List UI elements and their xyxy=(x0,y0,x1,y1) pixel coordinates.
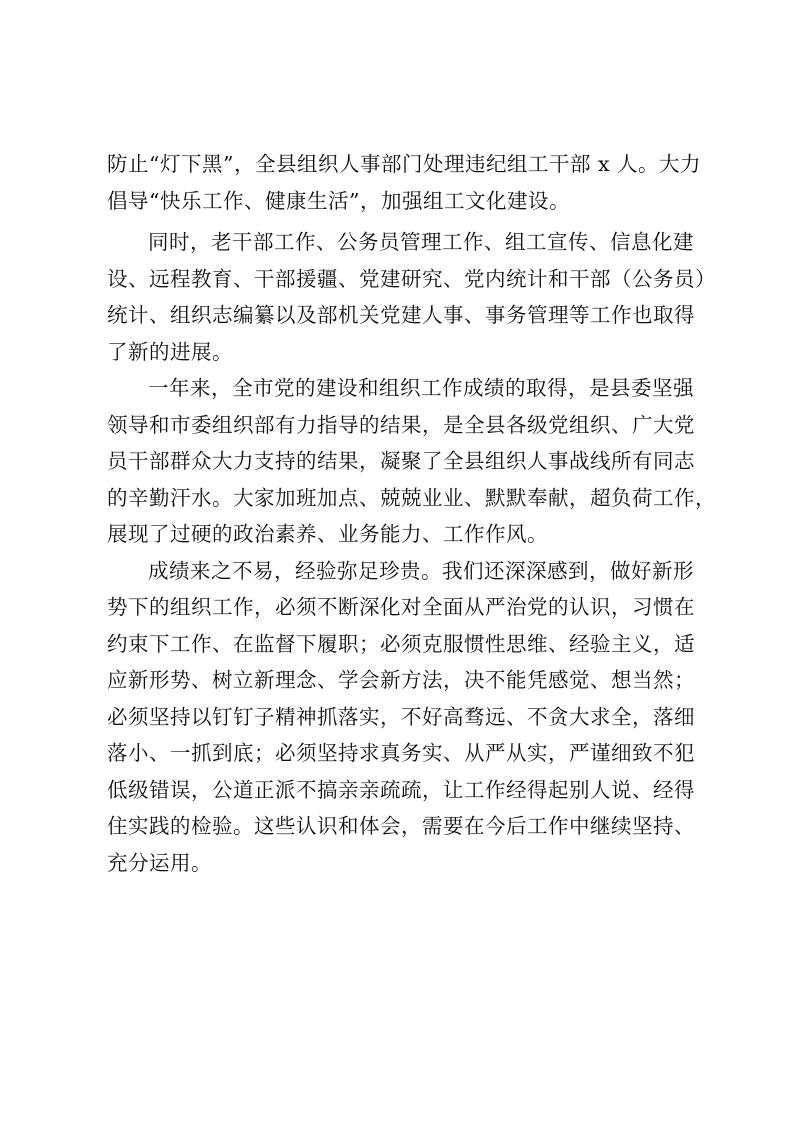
text-line: 设、远程教育、干部援疆、党建研究、党内统计和干部（公务员） xyxy=(107,266,716,291)
text-line: 低级错误，公道正派不搞亲亲疏疏，让工作经得起别人说、经得 xyxy=(107,777,695,802)
text-line: 势下的组织工作，必须不断深化对全面从严治党的认识，习惯在 xyxy=(107,595,695,619)
text-line: 的辛勤汗水。大家加班加点、兢兢业业、默默奉献，超负荷工作， xyxy=(107,485,716,510)
text-line: 充分运用。 xyxy=(107,850,212,875)
text-line: 领导和市委组织部有力指导的结果，是全县各级党组织、广大党 xyxy=(107,412,695,437)
text-line: 必须坚持以钉钉子精神抓落实，不好高骛远、不贪大求全，落细 xyxy=(107,704,695,729)
document-body xyxy=(107,146,716,881)
paragraph-2 xyxy=(107,224,716,370)
text-line: 住实践的检验。这些认识和体会，需要在今后工作中继续坚持、 xyxy=(107,814,695,838)
text-line: 一年来，全市党的建设和组织工作成绩的取得，是县委坚强 xyxy=(148,376,694,400)
text-line: 约束下工作、在监督下履职；必须克服惯性思维、经验主义，适 xyxy=(107,631,695,656)
text-line: 展现了过硬的政治素养、业务能力、工作作风。 xyxy=(107,522,548,546)
paragraph-4 xyxy=(107,553,693,882)
text-line: 落小、一抓到底；必须坚持求真务实、从严从实，严谨细致不犯 xyxy=(107,741,695,765)
text-line: 了新的进展。 xyxy=(107,339,233,364)
text-line: 员干部群众大力支持的结果，凝聚了全县组织人事战线所有同志 xyxy=(107,449,695,473)
text-line: 防止“灯下黑”，全县组织人事部门处理违纪组工干部 x 人。大力 xyxy=(107,152,702,176)
text-line: 倡导“快乐工作、健康生活”，加强组工文化建设。 xyxy=(107,188,570,213)
text-line: 同时，老干部工作、公务员管理工作、组工宣传、信息化建 xyxy=(148,230,694,254)
paragraph-1 xyxy=(107,146,702,219)
text-line: 统计、组织志编纂以及部机关党建人事、事务管理等工作也取得 xyxy=(107,303,695,327)
paragraph-3 xyxy=(107,370,716,553)
text-line: 应新形势、树立新理念、学会新方法，决不能凭感觉、想当然； xyxy=(107,668,695,692)
text-line: 成绩来之不易，经验弥足珍贵。我们还深深感到，做好新形 xyxy=(148,558,694,583)
